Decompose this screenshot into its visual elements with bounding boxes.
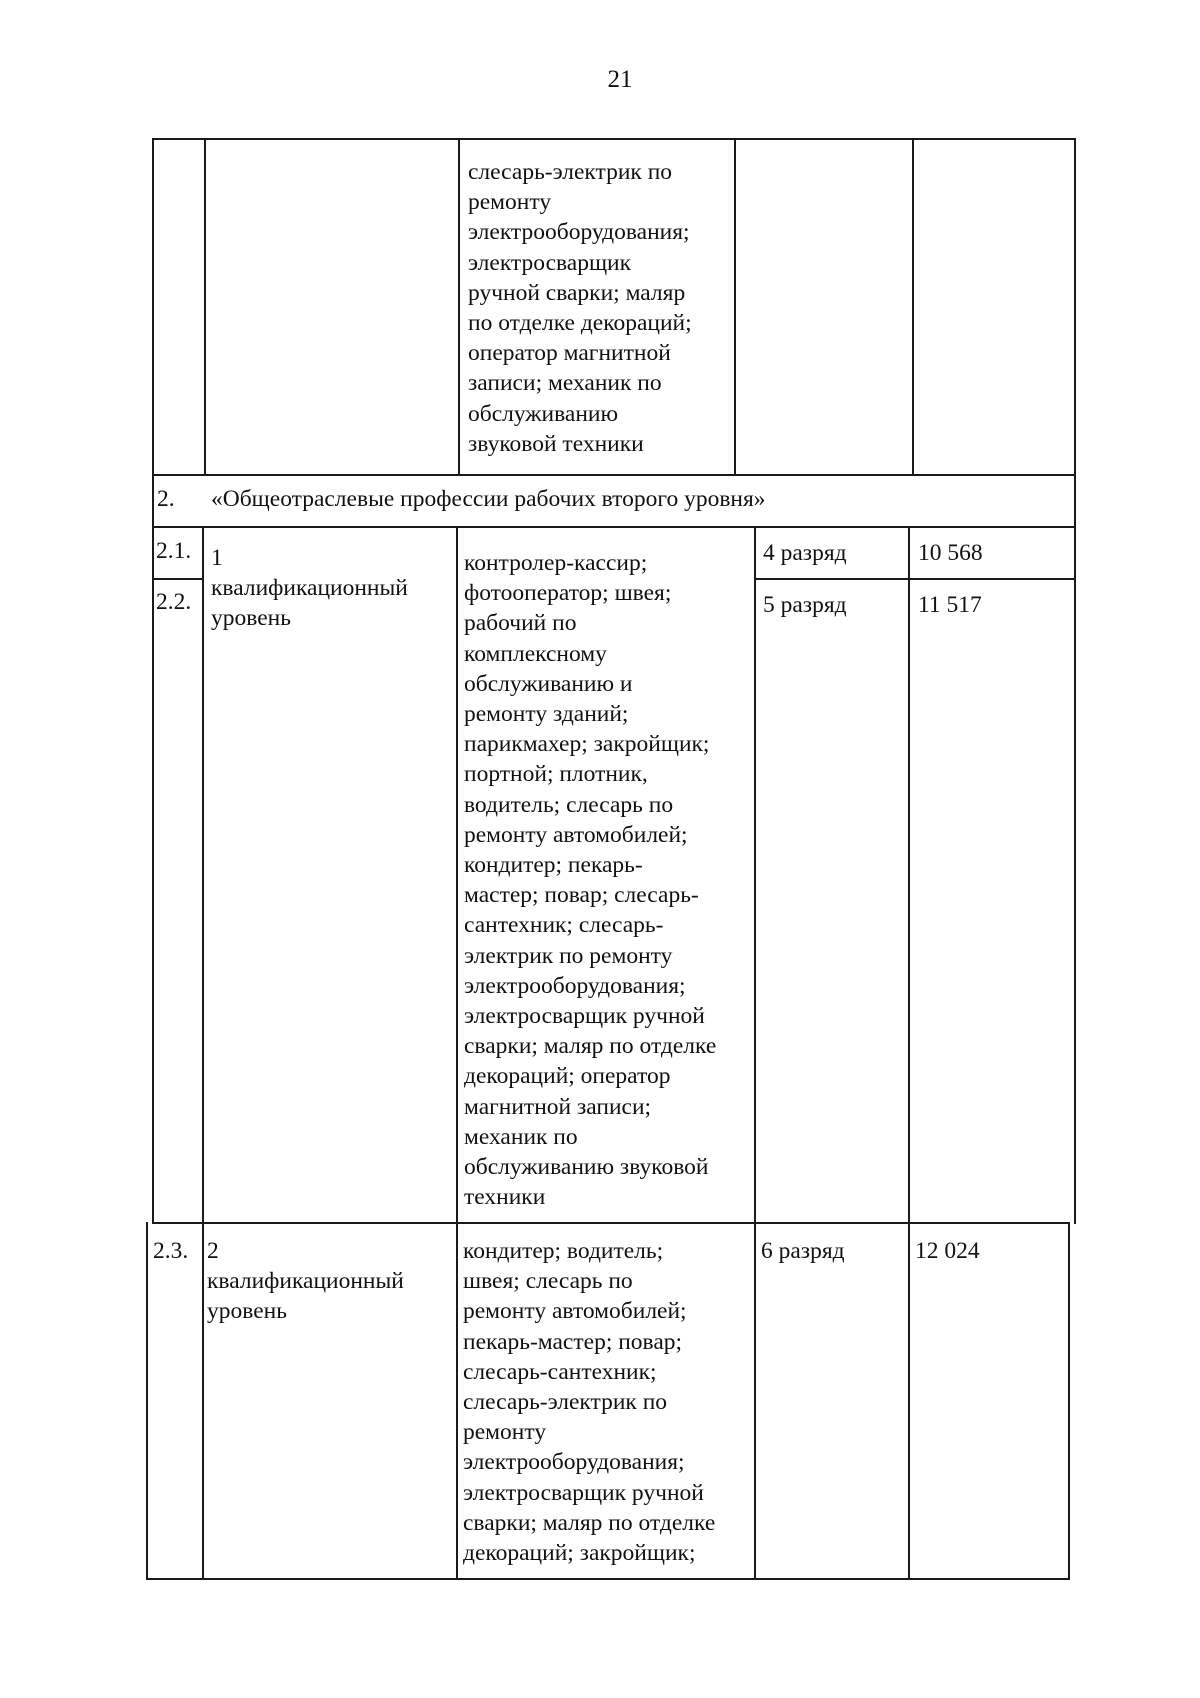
- row-number: 2.2.: [156, 589, 192, 615]
- grade-cell: 6 разряд: [761, 1238, 845, 1264]
- table-column-divider: [754, 526, 756, 1580]
- qualification-level-cell: 1 квалификационный уровень: [211, 545, 408, 632]
- table-border-left: [146, 1222, 148, 1580]
- table-border-right: [1068, 1222, 1070, 1580]
- table-column-divider: [458, 138, 460, 476]
- table-column-divider: [912, 138, 914, 476]
- row-number: 2.3.: [153, 1238, 189, 1264]
- section-number: 2.: [157, 486, 175, 512]
- jobs-cell: контролер-кассир; фотооператор; швея; рабочий по комплексному обслуживанию и ремонту зданий; парикмахер; закройщик; портной; плотник, водитель; слесарь по ремонту автомобилей; кондитер; пекарь- мастер; повар; слесарь- сантехник; слесарь- электрик по ремонту электрооборудования; электросварщик ручной сварки; маляр по отделке декораций; оператор магнитной записи; механик по обслуживанию звуковой техники: [464, 550, 717, 1211]
- row-number: 2.1.: [156, 538, 192, 564]
- section-title: «Общеотраслевые профессии рабочих второго уровня»: [211, 486, 766, 512]
- page-number: 21: [607, 66, 633, 93]
- salary-cell: 10 568: [918, 540, 983, 566]
- table-border-top: [152, 138, 1074, 140]
- jobs-cell: кондитер; водитель; швея; слесарь по ремонту автомобилей; пекарь-мастер; повар; слесарь-сантехник; слесарь-электрик по ремонту электрооборудования; электросварщик ручной сварки; маляр по отделке декораций; закройщик;: [463, 1238, 716, 1567]
- table-column-divider: [908, 526, 910, 1580]
- table-border-right: [1074, 138, 1076, 1224]
- grade-cell: 5 разряд: [763, 592, 847, 618]
- table-column-divider: [202, 526, 204, 1580]
- table-column-divider: [456, 526, 458, 1580]
- salary-cell: 11 517: [918, 592, 982, 618]
- table-column-divider: [204, 138, 206, 476]
- table-border-bottom: [146, 1578, 1070, 1580]
- table-row-divider: [152, 578, 202, 580]
- table-row-divider: [756, 578, 1074, 580]
- salary-cell: 12 024: [915, 1238, 980, 1264]
- continuation-jobs-cell: слесарь-электрик по ремонту электрооборудования; электросварщик ручной сварки; маляр по отделке декораций; оператор магнитной записи; механик по обслуживанию звуковой техники: [468, 159, 692, 457]
- table-column-divider: [734, 138, 736, 476]
- grade-cell: 4 разряд: [763, 540, 847, 566]
- table-row-divider: [152, 526, 1074, 528]
- table-row-divider: [152, 1222, 1070, 1224]
- qualification-level-cell: 2 квалификационный уровень: [207, 1238, 404, 1325]
- table-row-divider: [152, 474, 1074, 476]
- table-border-left: [152, 138, 154, 1224]
